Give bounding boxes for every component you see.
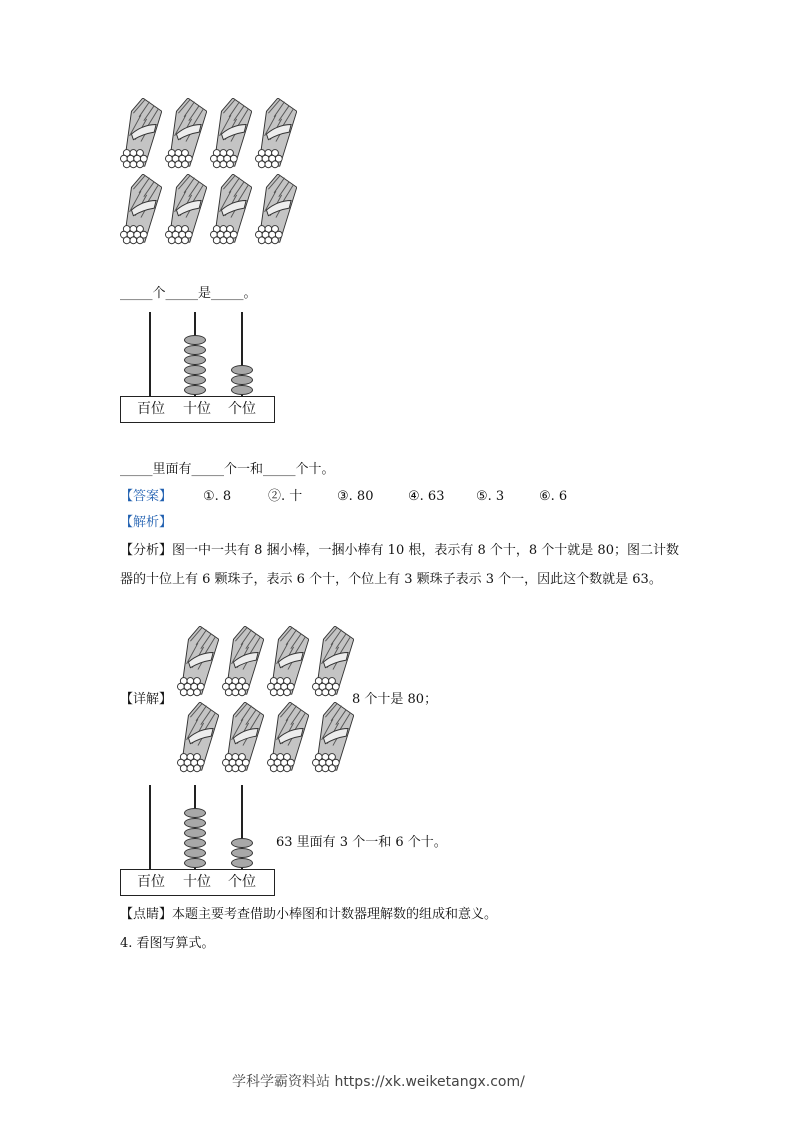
abacus-figure-2 xyxy=(120,785,276,897)
fenxi-paragraph xyxy=(120,536,680,594)
fenxi-label: 【分析】 xyxy=(120,543,173,558)
stick-bundle xyxy=(208,174,252,246)
abacus-bead xyxy=(231,385,253,395)
abacus-bead xyxy=(184,335,206,345)
answer-item: ⑥. 6 xyxy=(539,489,568,504)
answer-item: ②. 十 xyxy=(268,489,303,504)
answer-item: ④. 63 xyxy=(408,489,445,504)
stick-bundle xyxy=(220,626,264,698)
stick-bundle xyxy=(163,98,207,170)
stick-bundle xyxy=(118,98,162,170)
abacus-bead xyxy=(231,848,253,858)
abacus-bead xyxy=(184,808,206,818)
stick-bundle xyxy=(253,174,297,246)
place-label-ones: 个位 xyxy=(228,874,256,890)
abacus-bead xyxy=(184,858,206,868)
stick-bundle xyxy=(175,702,219,774)
detail-abacus-caption: 63 里面有 3 个一和 6 个十。 xyxy=(276,835,447,850)
abacus-bead xyxy=(231,375,253,385)
stick-bundle xyxy=(208,98,252,170)
abacus-bead xyxy=(184,355,206,365)
abacus-rod-hundreds xyxy=(149,312,151,397)
stick-bundle xyxy=(220,702,264,774)
stick-bundle xyxy=(253,98,297,170)
stick-bundle xyxy=(310,702,354,774)
abacus-figure-1 xyxy=(120,312,276,424)
place-label-hundreds: 百位 xyxy=(137,874,165,890)
abacus-rod-hundreds xyxy=(149,785,151,870)
stick-bundle xyxy=(310,626,354,698)
abacus-bead xyxy=(184,375,206,385)
detail-label: 【详解】 xyxy=(120,692,173,707)
abacus-bead xyxy=(231,858,253,868)
abacus-bead xyxy=(231,838,253,848)
stick-bundles-figure-detail xyxy=(175,626,355,776)
dianjing-line xyxy=(120,906,497,924)
place-label-hundreds: 百位 xyxy=(137,401,165,417)
abacus-base xyxy=(120,396,275,423)
answer-label: 【答案】 xyxy=(120,489,173,504)
detail-sticks-caption: 8 个十是 80； xyxy=(352,692,438,707)
abacus-bead xyxy=(184,838,206,848)
abacus-bead xyxy=(184,818,206,828)
abacus-bead xyxy=(231,365,253,375)
abacus-bead xyxy=(184,848,206,858)
footer-watermark: 学科学霸资料站 https://xk.weiketangx.com/ xyxy=(232,1074,525,1090)
abacus-bead xyxy=(184,385,206,395)
question4-text: 4. 看图写算式。 xyxy=(120,936,215,951)
question2-fill-sentence: _____里面有_____个一和_____个十。 xyxy=(120,462,335,477)
stick-bundles-figure xyxy=(118,98,298,248)
question1-fill-sentence: _____个_____是_____。 xyxy=(120,286,257,301)
place-label-tens: 十位 xyxy=(183,874,211,890)
abacus-bead xyxy=(184,345,206,355)
abacus-bead xyxy=(184,365,206,375)
dianjing-text: 本题主要考查借助小棒图和计数器理解数的组成和意义。 xyxy=(172,907,498,922)
abacus-base xyxy=(120,869,275,896)
fenxi-text: 图一中一共有 8 捆小棒，一捆小棒有 10 根，表示有 8 个十，8 个十就是 80；图二计数器的十位上有 6 颗珠子，表示 6 个十，个位上有 3 颗珠子表示 3 个一，因此这个数就是 63。 xyxy=(120,543,679,587)
stick-bundle xyxy=(265,626,309,698)
place-label-tens: 十位 xyxy=(183,401,211,417)
answer-item: ⑤. 3 xyxy=(476,489,505,504)
abacus-bead xyxy=(184,828,206,838)
stick-bundle xyxy=(175,626,219,698)
place-label-ones: 个位 xyxy=(228,401,256,417)
dianjing-label: 【点睛】 xyxy=(120,907,173,922)
answer-item: ①. 8 xyxy=(203,489,232,504)
stick-bundle xyxy=(265,702,309,774)
answer-item: ③. 80 xyxy=(337,489,374,504)
analysis-label: 【解析】 xyxy=(120,515,173,530)
stick-bundle xyxy=(163,174,207,246)
stick-bundle xyxy=(118,174,162,246)
